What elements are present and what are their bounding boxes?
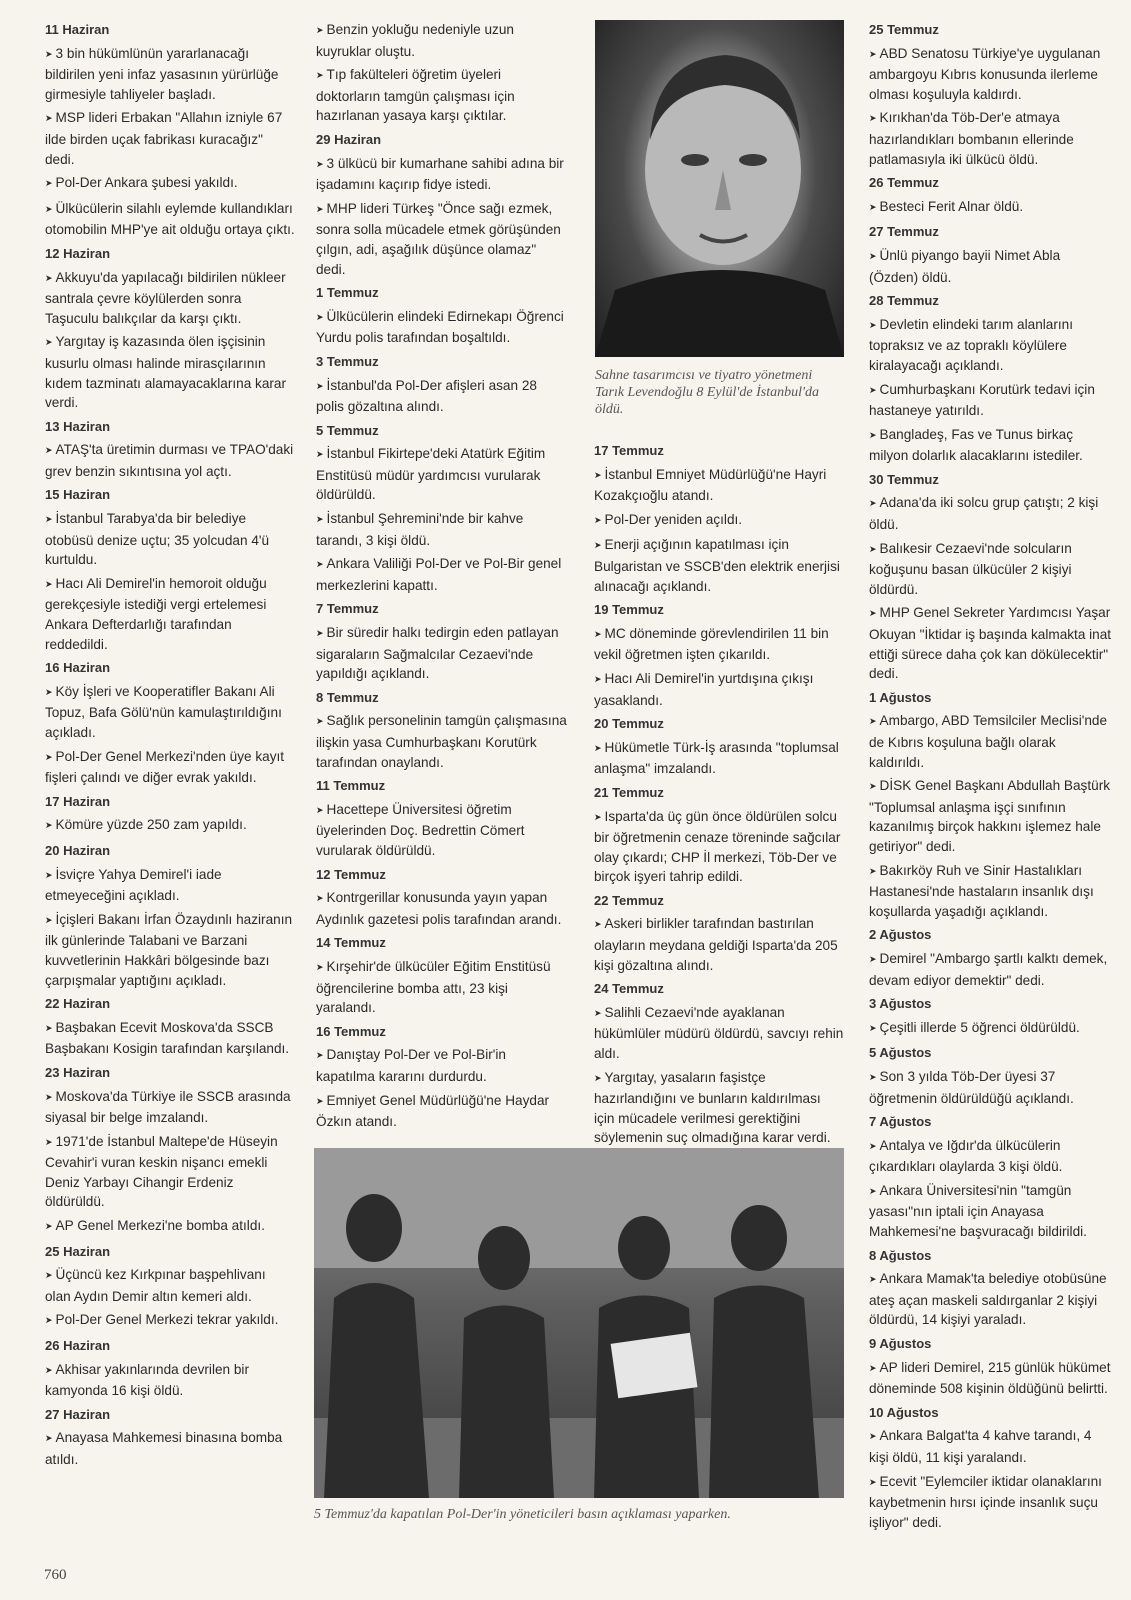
entry-item: ➤ Antalya ve Iğdır'da ülkücülerin çıkardıkları olaylarda 3 kişi öldü.	[869, 1136, 1112, 1177]
entry-date: 15 Haziran	[45, 487, 111, 503]
entry-item: ➤ Çeşitli illerde 5 öğrenci öldürüldü.	[869, 1018, 1112, 1040]
entry-item: ➤ Pol-Der Genel Merkezi'nden üye kayıt fişleri çalındı ve diğer evrak yakıldı.	[45, 747, 295, 788]
entry-item: ➤ Pol-Der Ankara şubesi yakıldı.	[45, 173, 295, 195]
entry-date: 11 Temmuz	[316, 778, 386, 794]
entry-date: 30 Temmuz	[869, 471, 939, 487]
entry-date: 17 Haziran	[45, 793, 111, 809]
entry-item: ➤ Ünlü piyango bayii Nimet Abla (Özden) öldü.	[869, 246, 1112, 287]
entry-date: 9 Ağustos	[869, 1336, 932, 1352]
entry-item: ➤ Tıp fakülteleri öğretim üyeleri doktorların tamgün çalışması için hazırlanan yasaya karşı çıktılar.	[316, 65, 568, 126]
entry-item: ➤ İstanbul Şehremini'nde bir kahve tarandı, 3 kişi öldü.	[316, 509, 568, 550]
entry-date: 1 Ağustos	[869, 689, 932, 705]
entry-date: 5 Temmuz	[316, 422, 379, 438]
entry-date: 24 Temmuz	[594, 981, 664, 997]
entry-item: ➤ MHP Genel Sekreter Yardımcısı Yaşar Okuyan "İktidar iş başında kalmakta inat ettiği sürece daha çok kan dökülecektir" dedi.	[869, 603, 1112, 683]
entry-item: ➤ Adana'da iki solcu grup çatıştı; 2 kişi öldü.	[869, 493, 1112, 534]
entry-item: ➤ Ankara Üniversitesi'nin "tamgün yasası"nın iptali için Anayasa Mahkemesi'ne başvuracağı bildirildi.	[869, 1181, 1112, 1242]
entry-date: 2 Ağustos	[869, 927, 932, 943]
entry-item: ➤ AP lideri Demirel, 215 günlük hükümet döneminde 508 kişinin öldüğünü belirtti.	[869, 1358, 1112, 1399]
entry-item: ➤ Ambargo, ABD Temsilciler Meclisi'nde de Kıbrıs koşuluna bağlı olarak kaldırıldı.	[869, 711, 1112, 772]
entry-date: 23 Haziran	[45, 1064, 111, 1080]
entry-item: ➤ Askeri birlikler tarafından bastırılan olayların meydana geldiği Isparta'da 205 kişi gözaltına alındı.	[594, 914, 844, 975]
entry-item: ➤ Hacettepe Üniversitesi öğretim üyelerinden Doç. Bedrettin Cömert vurularak öldürüldü.	[316, 800, 568, 861]
entry-date: 17 Temmuz	[594, 443, 664, 458]
entry-date: 11 Haziran	[45, 22, 110, 37]
entry-date: 28 Temmuz	[869, 293, 939, 309]
entry-item: ➤ Ülkücülerin silahlı eylemde kullandıkları otomobilin MHP'ye ait olduğu ortaya çıktı.	[45, 199, 295, 240]
entry-date: 22 Haziran	[45, 996, 111, 1012]
entry-item: ➤ Danıştay Pol-Der ve Pol-Bir'in kapatılma kararını durdurdu.	[316, 1045, 568, 1086]
entry-item: ➤ MSP lideri Erbakan "Allahın izniyle 67 ilde birden uçak fabrikası kuracağız" dedi.	[45, 108, 295, 169]
entry-item: ➤ Isparta'da üç gün önce öldürülen solcu bir öğretmenin cenaze töreninde sağcılar olay çıkardı; CHP İl merkezi, Töb-Der ve birçok işyeri tahrip edildi.	[594, 807, 844, 887]
entry-date: 13 Haziran	[45, 418, 111, 434]
entry-item: ➤ 1971'de İstanbul Maltepe'de Hüseyin Cevahir'i vuran keskin nişancı emekli Deniz Yarbayı Cihangir Erdeniz öldürüldü.	[45, 1132, 295, 1212]
entry-item: ➤ Köy İşleri ve Kooperatifler Bakanı Ali Topuz, Bafa Gölü'nün kamulaştırıldığını açıkladı.	[45, 682, 295, 743]
entry-date: 14 Temmuz	[316, 935, 386, 951]
entry-item: ➤ AP Genel Merkezi'ne bomba atıldı.	[45, 1216, 295, 1238]
entry-item: ➤ Yargıtay iş kazasında ölen işçisinin kusurlu olması halinde mirasçılarının kıdem tazminatı alamayacaklarına karar verdi.	[45, 332, 295, 412]
entry-date: 10 Ağustos	[869, 1404, 939, 1420]
portrait-caption: Sahne tasarımcısı ve tiyatro yönetmeni Tarık Levendoğlu 8 Eylül'de İstanbul'da öldü.	[595, 368, 820, 417]
entry-date: 20 Temmuz	[594, 716, 664, 732]
entry-item: ➤ Salihli Cezaevi'nde ayaklanan hükümlüler müdürü öldürdü, savcıyı rehin aldı.	[594, 1003, 844, 1064]
entry-item: ➤ 3 ülkücü bir kumarhane sahibi adına bir işadamını kaçırıp fidye istedi.	[316, 154, 568, 195]
entry-item: ➤ İçişleri Bakanı İrfan Özaydınlı haziranın ilk günlerinde Talabani ve Barzani kuvvetlerinin Hakkâri bölgesinde bazı çarpışmalar yaptığını açıkladı.	[45, 910, 295, 990]
entry-date: 5 Ağustos	[869, 1045, 932, 1061]
entry-item: ➤ Cumhurbaşkanı Korutürk tedavi için hastaneye yatırıldı.	[869, 380, 1112, 421]
entry-date: 7 Temmuz	[316, 601, 379, 617]
entry-date: 21 Temmuz	[594, 784, 664, 800]
entry-item: ➤ ABD Senatosu Türkiye'ye uygulanan ambargoyu Kıbrıs konusunda ilerleme olması koşuluyla kaldırdı.	[869, 44, 1112, 105]
entry-item: ➤ Besteci Ferit Alnar öldü.	[869, 197, 1112, 219]
entry-item: ➤ Başbakan Ecevit Moskova'da SSCB Başbakanı Kosigin tarafından karşılandı.	[45, 1018, 295, 1059]
entry-date: 25 Haziran	[45, 1243, 111, 1259]
entry-item: ➤ Hacı Ali Demirel'in hemoroit olduğu gerekçesiyle istediği vergi ertelemesi Ankara Defterdarlığı tarafından reddedildi.	[45, 574, 295, 654]
column-3	[594, 441, 844, 1152]
entry-item: ➤ Hacı Ali Demirel'in yurtdışına çıkışı yasaklandı.	[594, 669, 844, 710]
entry-item: ➤ Sağlık personelinin tamgün çalışmasına ilişkin yasa Cumhurbaşkanı Korutürk tarafından onaylandı.	[316, 711, 568, 772]
entry-item: ➤ Emniyet Genel Müdürlüğü'ne Haydar Özkın atandı.	[316, 1091, 568, 1132]
entry-item: ➤ Son 3 yılda Töb-Der üyesi 37 öğretmenin öldürüldüğü açıklandı.	[869, 1067, 1112, 1108]
column-4	[869, 20, 1112, 1536]
entry-item: ➤ Üçüncü kez Kırkpınar başpehlivanı olan Aydın Demir altın kemeri aldı.	[45, 1265, 295, 1306]
entry-item: ➤ MC döneminde görevlendirilen 11 bin vekil öğretmen işten çıkarıldı.	[594, 624, 844, 665]
entry-item: ➤ Kırıkhan'da Töb-Der'e atmaya hazırlandıkları bombanın ellerinde patlamasıyla iki ülkücü öldü.	[869, 108, 1112, 169]
entry-item: ➤ Hükümetle Türk-İş arasında "toplumsal anlaşma" imzalandı.	[594, 738, 844, 779]
entry-date: 20 Haziran	[45, 842, 111, 858]
entry-item: ➤ Kontrgerillar konusunda yayın yapan Aydınlık gazetesi polis tarafından arandı.	[316, 888, 568, 929]
entry-item: ➤ İstanbul Tarabya'da bir belediye otobüsü denize uçtu; 35 yolcudan 4'ü kurtuldu.	[45, 509, 295, 570]
entry-item: ➤ DİSK Genel Başkanı Abdullah Baştürk "Toplumsal anlaşma işçi sınıfının kazanılmış birçok hakkını işlemez hale getiriyor" dedi.	[869, 776, 1112, 856]
entry-item: ➤ Yargıtay, yasaların faşistçe hazırlandığını ve bunların kaldırılması için mücadele verilmesi gerektiğini söylemenin suç olmadığına karar verdi.	[594, 1068, 844, 1148]
entry-item: ➤ Benzin yokluğu nedeniyle uzun kuyruklar oluştu.	[316, 20, 568, 61]
entry-item: ➤ İstanbul'da Pol-Der afişleri asan 28 polis gözaltına alındı.	[316, 376, 568, 417]
group-photo	[314, 1148, 844, 1498]
entry-item: ➤ İsviçre Yahya Demirel'i iade etmeyeceğini açıkladı.	[45, 865, 295, 906]
entry-date: 8 Temmuz	[316, 689, 379, 705]
entry-item: ➤ Kömüre yüzde 250 zam yapıldı.	[45, 815, 295, 837]
entry-item: ➤ Bakırköy Ruh ve Sinir Hastalıkları Hastanesi'nde hastaların insanlık dışı koşullarda yaşadığı açıklandı.	[869, 861, 1112, 922]
entry-date: 29 Haziran	[316, 131, 382, 147]
entry-item: ➤ Akkuyu'da yapılacağı bildirilen nükleer santrala çevre köylülerden sonra Taşuculu balıkçılar da karşı çıktı.	[45, 268, 295, 329]
entry-date: 16 Temmuz	[316, 1023, 386, 1039]
group-caption: 5 Temmuz'da kapatılan Pol-Der'in yöneticileri basın açıklaması yaparken.	[314, 1507, 731, 1522]
page-number: 760	[44, 1567, 67, 1583]
entry-item: ➤ Ecevit "Eylemciler iktidar olanaklarını kaybetmenin hırsı içinde insanlık suçu işliyor" dedi.	[869, 1472, 1112, 1533]
entry-item: ➤ Anayasa Mahkemesi binasına bomba atıldı.	[45, 1428, 295, 1469]
entry-date: 12 Haziran	[45, 245, 111, 261]
entry-item: ➤ Ankara Balgat'ta 4 kahve tarandı, 4 kişi öldü, 11 kişi yaralandı.	[869, 1426, 1112, 1467]
entry-item: ➤ 3 bin hükümlünün yararlanacağı bildirilen yeni infaz yasasının yürürlüğe girmesiyle tahliyeler başladı.	[45, 44, 295, 105]
column-1	[45, 20, 295, 1474]
entry-item: ➤ ATAŞ'ta üretimin durması ve TPAO'daki grev benzin sıkıntısına yol açtı.	[45, 440, 295, 481]
entry-item: ➤ MHP lideri Türkeş "Önce sağı ezmek, sonra solla mücadele etmek görüşünden çılgın, adi, aşağılık düşünce olamaz" dedi.	[316, 199, 568, 279]
entry-item: ➤ Pol-Der yeniden açıldı.	[594, 510, 844, 532]
entry-item: ➤ Akhisar yakınlarında devrilen bir kamyonda 16 kişi öldü.	[45, 1360, 295, 1401]
column-2	[316, 20, 568, 1136]
entry-item: ➤ Demirel "Ambargo şartlı kalktı demek, devam ediyor demektir" dedi.	[869, 949, 1112, 990]
entry-item: ➤ Bir süredir halkı tedirgin eden patlayan sigaraların Sağmalcılar Cezaevi'nde yapıldığı açıklandı.	[316, 623, 568, 684]
entry-item: ➤ Pol-Der Genel Merkezi tekrar yakıldı.	[45, 1310, 295, 1332]
entry-date: 22 Temmuz	[594, 892, 664, 908]
entry-item: ➤ İstanbul Fikirtepe'deki Atatürk Eğitim Enstitüsü müdür yardımcısı vurularak öldürüldü.	[316, 444, 568, 505]
entry-item: ➤ Bangladeş, Fas ve Tunus birkaç milyon dolarlık alacaklarını istediler.	[869, 425, 1112, 466]
entry-date: 19 Temmuz	[594, 602, 664, 618]
entry-date: 25 Temmuz	[869, 22, 939, 37]
entry-item: ➤ Moskova'da Türkiye ile SSCB arasında siyasal bir belge imzalandı.	[45, 1087, 295, 1128]
entry-item: ➤ Ankara Valiliği Pol-Der ve Pol-Bir genel merkezlerini kapattı.	[316, 554, 568, 595]
entry-item: ➤ Ankara Mamak'ta belediye otobüsüne ateş açan maskeli saldırganlar 2 kişiyi öldürdü, 14 kişiyi yaraladı.	[869, 1269, 1112, 1330]
entry-item: ➤ İstanbul Emniyet Müdürlüğü'ne Hayri Kozakçıoğlu atandı.	[594, 465, 844, 506]
entry-date: 1 Temmuz	[316, 285, 379, 301]
entry-date: 7 Ağustos	[869, 1114, 932, 1130]
entry-date: 8 Ağustos	[869, 1247, 932, 1263]
portrait-photo	[595, 20, 844, 357]
entry-date: 16 Haziran	[45, 660, 111, 676]
entry-item: ➤ Enerji açığının kapatılması için Bulgaristan ve SSCB'den elektrik enerjisi alınacağı açıklandı.	[594, 535, 844, 596]
entry-date: 27 Temmuz	[869, 224, 939, 240]
entry-item: ➤ Balıkesir Cezaevi'nde solcuların koğuşunu basan ülkücüler 2 kişiyi öldürdü.	[869, 539, 1112, 600]
entry-item: ➤ Kırşehir'de ülkücüler Eğitim Enstitüsü öğrencilerine bomba attı, 23 kişi yaralandı.	[316, 957, 568, 1018]
entry-date: 26 Haziran	[45, 1338, 111, 1354]
entry-item: ➤ Ülkücülerin elindeki Edirnekapı Öğrenci Yurdu polis tarafından boşaltıldı.	[316, 307, 568, 348]
entry-date: 3 Ağustos	[869, 996, 932, 1012]
entry-item: ➤ Devletin elindeki tarım alanlarını topraksız ve az topraklı köylülere kiralayacağı açıklandı.	[869, 315, 1112, 376]
entry-date: 12 Temmuz	[316, 866, 386, 882]
entry-date: 27 Haziran	[45, 1406, 111, 1422]
entry-date: 26 Temmuz	[869, 175, 939, 191]
entry-date: 3 Temmuz	[316, 353, 379, 369]
